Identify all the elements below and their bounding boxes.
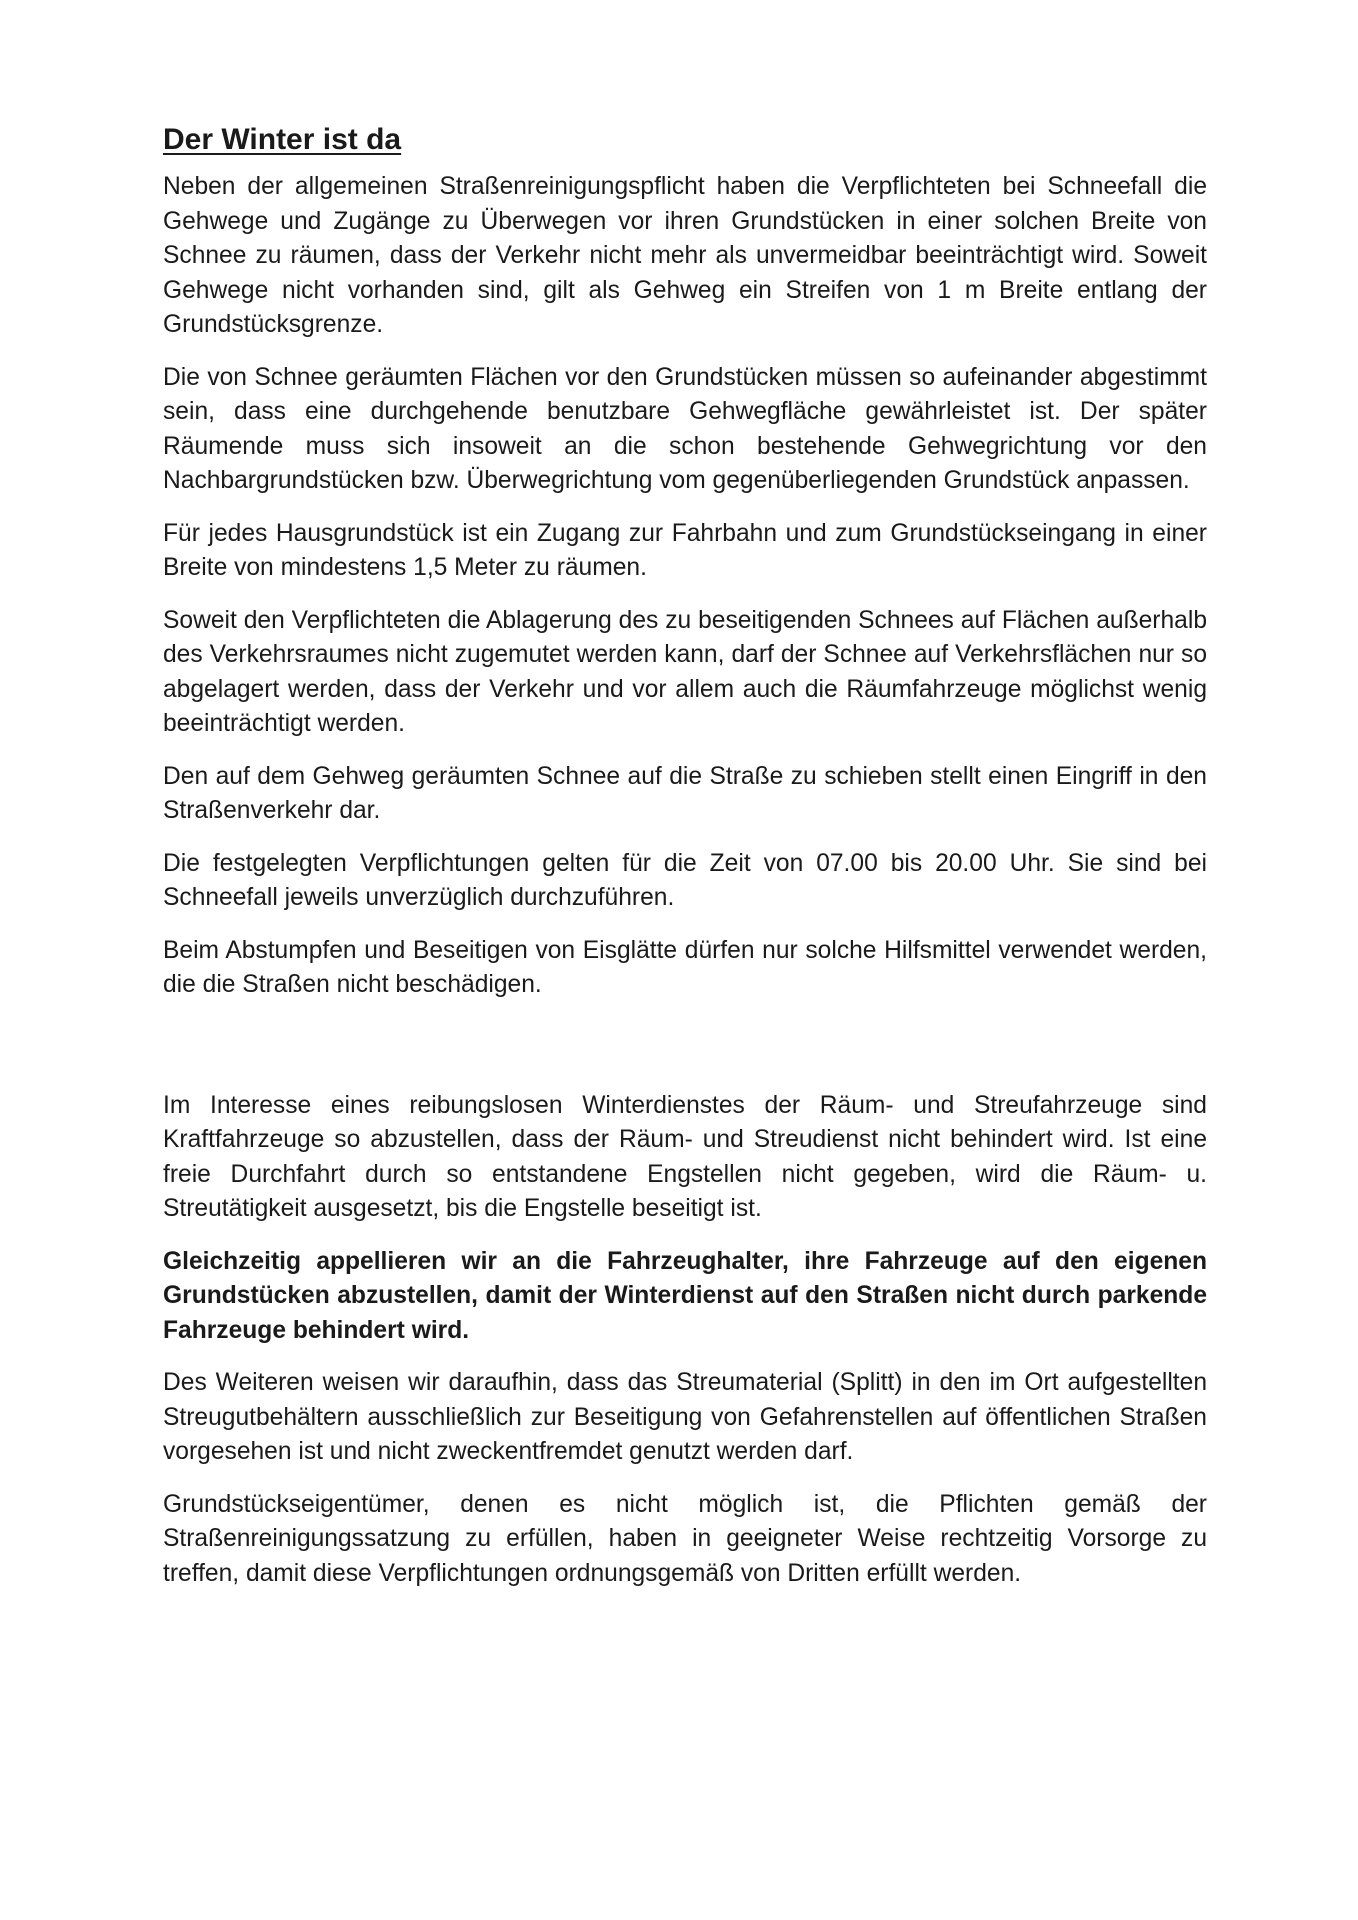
paragraph-grit-material: Des Weiteren weisen wir daraufhin, dass das Streumaterial (Splitt) in den im Ort aufgestellten Streugutbehältern ausschließlich zur Beseitigung von Gefahrenstellen auf öffentlichen Straßen vorgesehen ist und nicht zweckentfremdet genutzt werden darf. <box>163 1369 1207 1465</box>
paragraph-access-width: Für jedes Hausgrundstück ist ein Zugang zur Fahrbahn und zum Grundstückseingang in einer Breite von mindestens 1,5 Meter zu räumen. <box>163 519 1207 581</box>
paragraph-snow-deposit: Soweit den Verpflichteten die Ablagerung des zu beseitigenden Schnees auf Flächen außerhalb des Verkehrsraumes nicht zugemutet werden kann, darf der Schnee auf Verkehrsflächen nur so abgelagert werden, dass der Verkehr und vor allem auch die Räumfahrzeuge möglichst wenig beeinträchtigt werden. <box>163 606 1207 737</box>
paragraph-owners: Grundstückseigentümer, denen es nicht möglich ist, die Pflichten gemäß der Straßenreinigungssatzung zu erfüllen, haben in geeigneter Weise rechtzeitig Vorsorge zu treffen, damit diese Verpflichtungen ordnungsgemäß von Dritten erfüllt werden. <box>163 1490 1207 1587</box>
document-title: Der Winter ist da <box>163 123 402 156</box>
document-page <box>163 122 1207 1609</box>
paragraph-clearing-duty: Neben der allgemeinen Straßenreinigungspflicht haben die Verpflichteten bei Schneefall die Gehwege und Zugänge zu Überwegen vor ihren Grundstücken in einer solchen Breite von Schnee zu räumen, dass der Verkehr nicht mehr als unvermeidbar beeinträchtigt wird. Soweit Gehwege nicht vorhanden sind, gilt als Gehweg ein Streifen von 1 m Breite entlang der Grundstücksgrenze. <box>163 173 1207 338</box>
paragraph-coordination: Die von Schnee geräumten Flächen vor den Grundstücken müssen so aufeinander abgestimmt sein, dass eine durchgehende benutzbare Gehwegfläche gewährleistet ist. Der später Räumende muss sich insoweit an die schon bestehende Gehwegrichtung vor den Nachbargrundstücken bzw. Überwegrichtung vom gegenüberliegenden Grundstück anpassen. <box>163 363 1207 494</box>
paragraph-street-pushing: Den auf dem Gehweg geräumten Schnee auf die Straße zu schieben stellt einen Eingriff in den Straßenverkehr dar. <box>163 762 1207 824</box>
paragraph-hours: Die festgelegten Verpflichtungen gelten für die Zeit von 07.00 bis 20.00 Uhr. Sie sind bei Schneefall jeweils unverzüglich durchzuführen. <box>163 849 1207 911</box>
paragraph-ice-agents: Beim Abstumpfen und Beseitigen von Eisglätte dürfen nur solche Hilfsmittel verwendet werden, die die Straßen nicht beschädigen. <box>163 936 1207 998</box>
section-spacer <box>163 1021 1207 1089</box>
paragraph-vehicles: Im Interesse eines reibungslosen Winterdienstes der Räum- und Streufahrzeuge sind Kraftfahrzeuge so abzustellen, dass der Räum- und Streudienst nicht behindert wird. Ist eine freie Durchfahrt durch so entstandene Engstellen nicht gegeben, wird die Räum- u. Streutätigkeit ausgesetzt, bis die Engstelle beseitigt ist. <box>163 1091 1207 1222</box>
paragraph-appeal: Gleichzeitig appellieren wir an die Fahrzeughalter, ihre Fahrzeuge auf den eigenen Grundstücken abzustellen, damit der Winterdienst auf den Straßen nicht durch parkende Fahrzeuge behindert wird. <box>163 1247 1207 1344</box>
